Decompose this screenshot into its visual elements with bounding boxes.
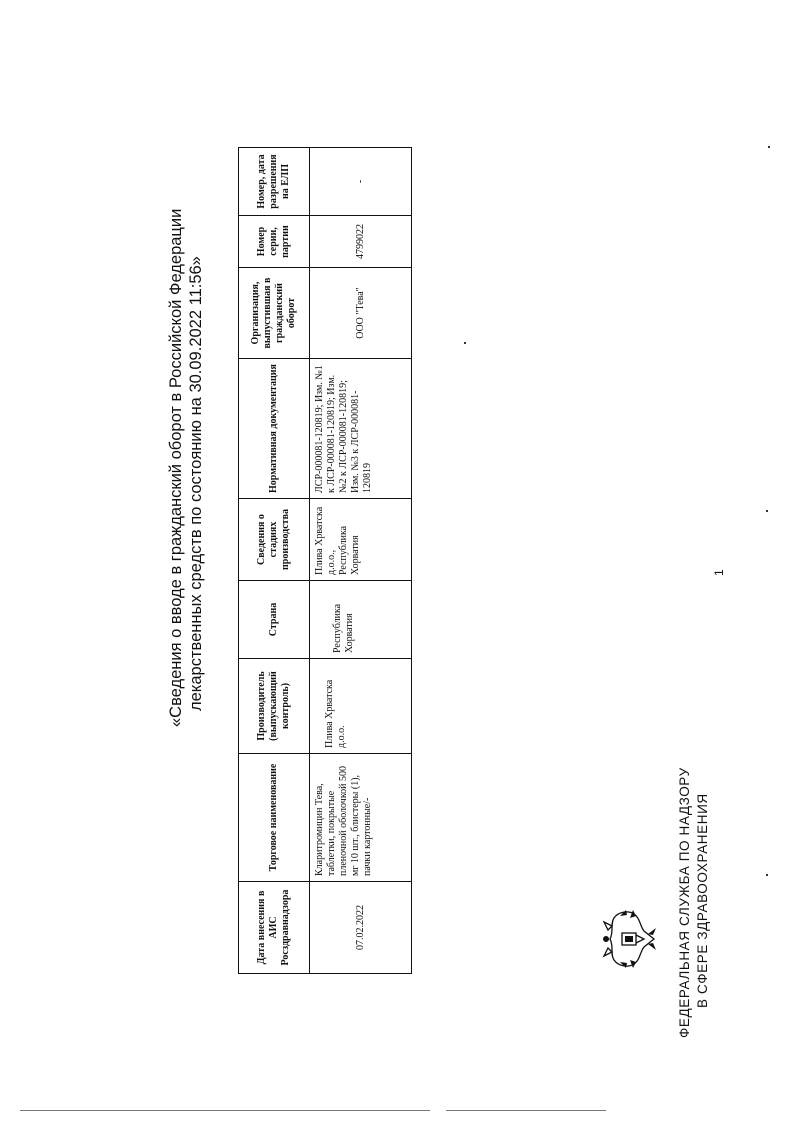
page-number: 1	[712, 569, 726, 576]
header-country: Страна	[239, 581, 310, 659]
table-header-row	[239, 148, 310, 974]
cell-country: Республика Хорватия	[310, 581, 412, 659]
header-trade-name: Торговое наименование	[239, 754, 310, 882]
scan-bottom-edge	[20, 1110, 430, 1111]
document-title-line-2: лекарственных средств по состоянию на 30.09.2022 11:56»	[187, 256, 205, 711]
cell-organization: ООО "Тева"	[310, 268, 412, 359]
scan-bottom-edge	[446, 1110, 606, 1111]
table-row	[310, 148, 412, 974]
coat-of-arms-emblem	[600, 904, 667, 974]
cell-production-stages: Плива Хрватска д.о.о., Республика Хорватия	[310, 499, 412, 581]
document-title	[166, 167, 206, 727]
scan-speck	[766, 874, 768, 876]
cell-permit: -	[310, 148, 412, 216]
header-normative-docs: Нормативная документация	[239, 359, 310, 499]
scan-speck	[464, 342, 466, 344]
cell-date: 07.02.2022	[310, 882, 412, 974]
agency-name-line-2: В СФЕРЕ ЗДРАВООХРАНЕНИЯ	[695, 793, 710, 1008]
header-permit: Номер, дата разрешения на ЕЛП	[239, 148, 310, 216]
cell-manufacturer: Плива Хрватска д.о.о.	[310, 659, 412, 754]
double-headed-eagle-icon	[600, 904, 662, 974]
header-series-number: Номер серии, партии	[239, 216, 310, 268]
header-organization: Организация, выпустившая в гражданский оборот	[239, 268, 310, 359]
registry-table	[238, 147, 412, 974]
header-manufacturer: Производитель (выпускающий контроль)	[239, 659, 310, 754]
cell-normative-docs: ЛСР-000081-120819; Изм. №1 к ЛСР-000081-120819; Изм. №2 к ЛСР-000081-120819; Изм. №3 к ЛСР-000081-120819	[310, 359, 412, 499]
header-date-added: Дата внесения в АИС Росздравнадзора	[239, 882, 310, 974]
cell-series-number: 4799022	[310, 216, 412, 268]
scan-speck	[766, 510, 768, 512]
document-title-line-1: «Сведения о вводе в гражданский оборот в Российской Федерации	[167, 208, 185, 727]
scan-speck	[768, 146, 770, 148]
cell-trade-name: Кларитромицин Тева, таблетки, покрытые пленочной оболочкой 500 мг 10 шт., блистеры (1), пачки картонные/-	[310, 754, 412, 882]
header-production-stages: Сведения о стадиях производства	[239, 499, 310, 581]
agency-name-line-1: ФЕДЕРАЛЬНАЯ СЛУЖБА ПО НАДЗОРУ	[677, 767, 692, 1038]
